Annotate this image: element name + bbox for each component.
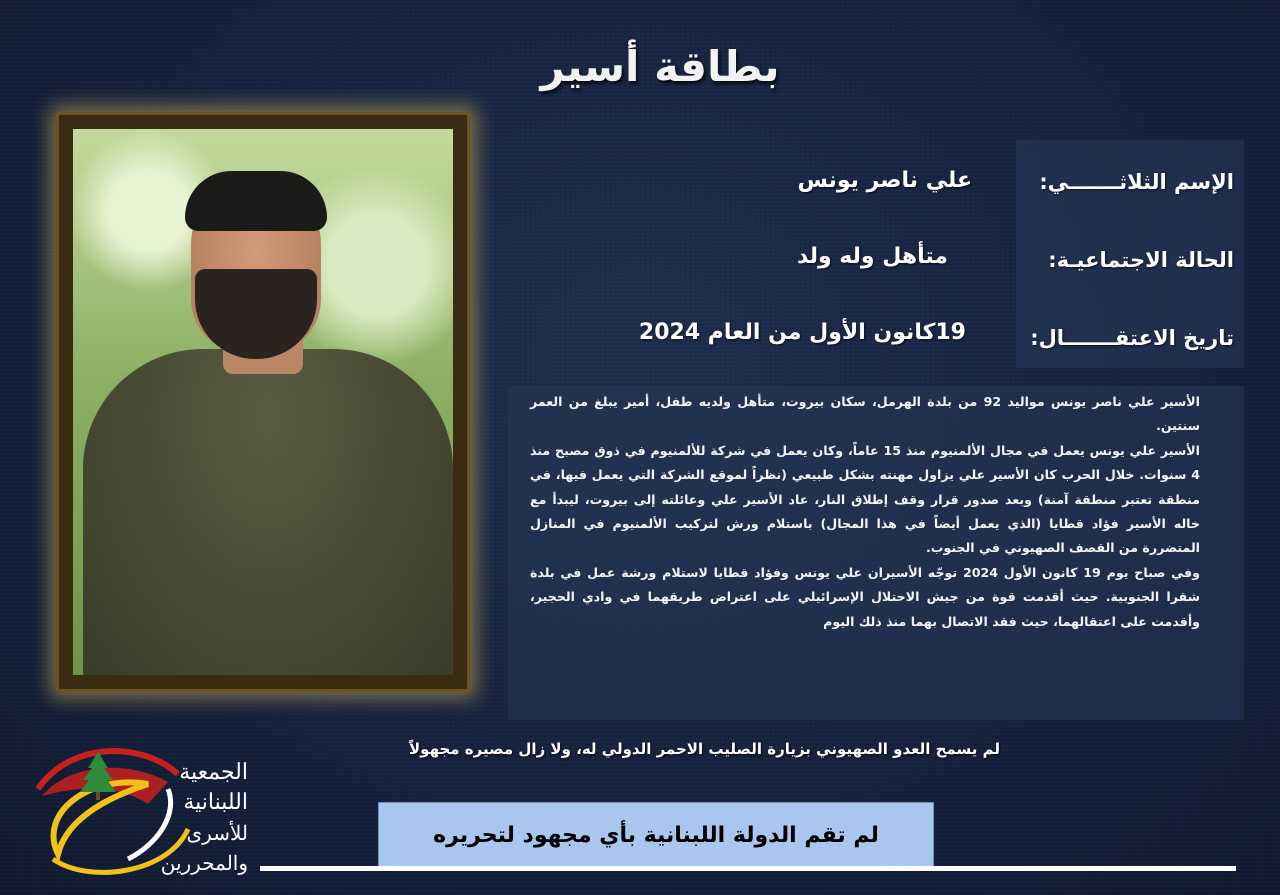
status-value: متأهل وله ولد [797, 244, 948, 269]
bottom-divider [260, 866, 1236, 871]
red-cross-notice: لم يسمح العدو الصهيوني بزيارة الصليب الاحمر الدولي له، ولا زال مصيره مجهولاً [409, 740, 1000, 758]
photo-figure-shirt [83, 349, 453, 675]
status-label: الحالة الاجتماعيـة: [1048, 248, 1234, 272]
photo-figure-hair [185, 171, 327, 231]
association-logo [28, 734, 248, 884]
logo-line-2: اللبنانية [183, 790, 248, 815]
logo-line-1: الجمعية [179, 760, 248, 785]
bio-paragraph-1: الأسير علي ناصر يونس مواليد 92 من بلدة الهرمل، سكان بيروت، متأهل ولديه طفل، أمير يبلغ من العمر سنتين. [530, 394, 1200, 434]
prisoner-photo [73, 129, 453, 675]
arrest-date-label: تاريخ الاعتقـــــــال: [1030, 326, 1234, 350]
government-banner [378, 802, 934, 868]
bio-paragraph-2: الأسير علي يونس يعمل في مجال الألمنيوم منذ 15 عاماً، وكان يعمل في شركة للألمنيوم في ذوق مصبح منذ 4 سنوات. خلال الحرب كان الأسير علي يزاول مهنته بشكل طبيعي (نظراً لموقع الشركة التي يعمل فيها، في منطقة تعتبر منطقة آمنة) وبعد صدور قرار وقف إطلاق النار، عاد الأسير علي وعائلته إلى بيروت، ليبدأ مع خاله الأسير فؤاد قطايا (الذي يعمل أيضاً في هذا المجال) باستلام ورش لتركيب الألمنيوم في المنازل المتضررة من القصف الصهيوني في الجنوب. [530, 442, 1200, 556]
name-value: علي ناصر يونس [797, 168, 972, 193]
prisoner-photo-frame [56, 112, 470, 692]
government-banner-text: لم تقم الدولة اللبنانية بأي مجهود لتحريره [433, 822, 879, 848]
name-label: الإسم الثلاثـــــــي: [1039, 170, 1234, 194]
bio-paragraph-3: وفي صباح يوم 19 كانون الأول 2024 توجّه الأسيران علي يونس وفؤاد قطايا لاستلام ورشة عمل في بلدة شقرا الجنوبية. حيث أقدمت قوة من جيش الاحتلال الإسرائيلي على اعتراض طريقهما في وادي الحجير، وأقدمت على اعتقالهما، حيث فقد الاتصال بهما منذ ذلك اليوم [530, 564, 1200, 629]
logo-line-3: للأسرى والمحررين [160, 821, 248, 875]
page-title: بطاقة أسير [540, 42, 780, 91]
arrest-date-value: 19كانون الأول من العام 2024 [638, 320, 966, 345]
bio-text [530, 390, 1200, 634]
